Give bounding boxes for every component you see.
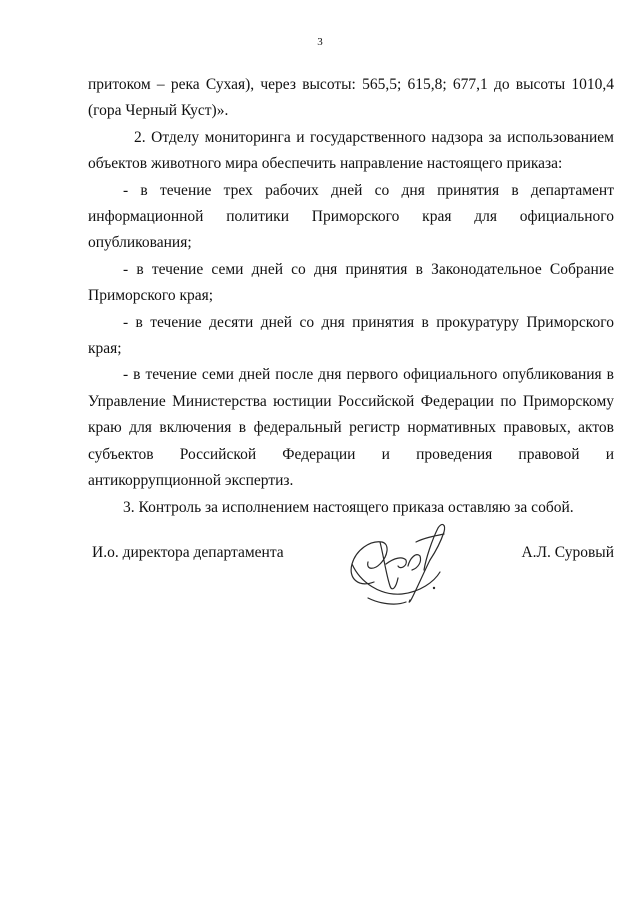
- paragraph-bullet-1: - в течение трех рабочих дней со дня принятия в департамент информационной политики Приморского края для официального опубликования;: [88, 181, 614, 252]
- handwritten-signature: [340, 512, 458, 616]
- paragraph-item-2: 2. Отделу мониторинга и государственного надзора за использованием объектов животного мира обеспечить направление настоящего приказа:: [88, 128, 614, 173]
- paragraph-bullet-3: - в течение десяти дней со дня принятия в прокуратуру Приморского края;: [88, 313, 614, 358]
- paragraph-item-3: 3. Контроль за исполнением настоящего приказа оставляю за собой.: [123, 498, 574, 516]
- signatory-position: И.о. директора департамента: [92, 544, 284, 561]
- paragraph-bullet-4: - в течение семи дней после дня первого официального опубликования в Управление Министерства юстиции Российской Федерации по Приморскому краю для включения в федеральный регистр нормативных правовых, актов субъектов Российской Федерации и проведения правовой и антикоррупционной экспертиз.: [88, 366, 614, 490]
- document-body: [88, 72, 614, 521]
- signatory-name: А.Л. Суровый: [521, 544, 614, 561]
- paragraph-bullet-2: - в течение семи дней со дня принятия в Законодательное Собрание Приморского края;: [88, 260, 614, 305]
- paragraph-continuation: притоком – река Сухая), через высоты: 565,5; 615,8; 677,1 до высоты 1010,4 (гора Черный Куст)».: [88, 76, 614, 120]
- page-number: 3: [317, 36, 323, 48]
